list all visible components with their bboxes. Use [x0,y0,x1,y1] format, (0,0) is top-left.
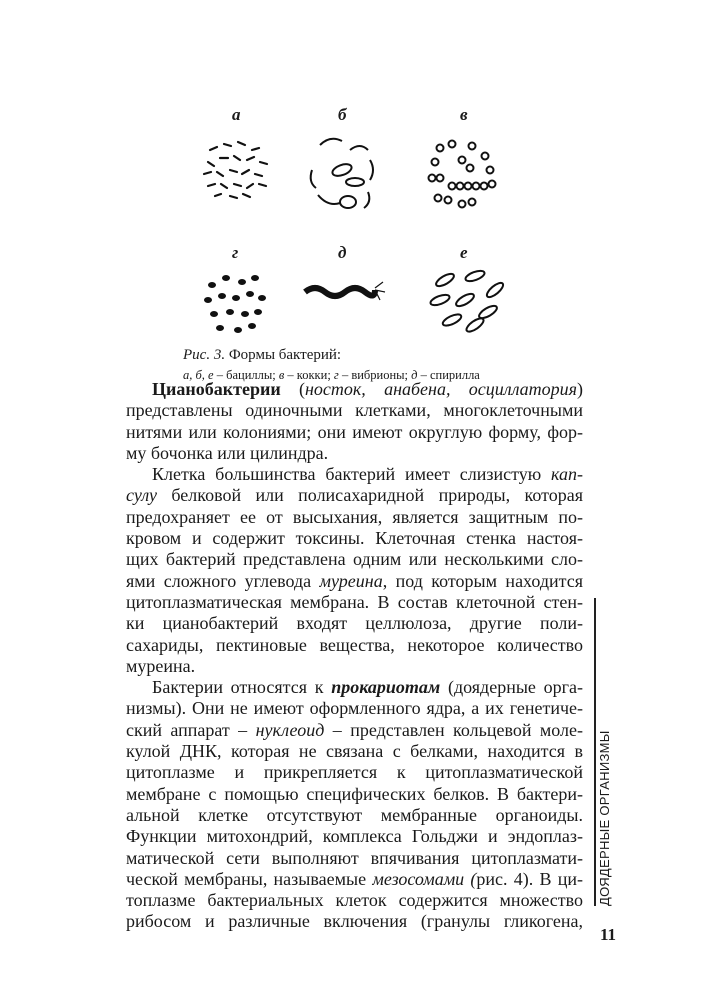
text-segment: нитями или колониями; они имеют округлую форму, фор- [126,421,583,442]
italic-term: нуклеоид [255,719,325,740]
text-segment: сахариды, пектиновые вещества, некоторое количество [126,634,583,655]
italic-term: муреина [319,570,383,591]
text-line [126,528,583,549]
text-segment: муреина. [126,655,196,676]
figure-label-g: г [232,243,239,262]
text-segment: матической сети выполняют впячивания цитоплазмати- [126,847,583,868]
text-segment: топлазме бактериальных клеток содержится множество [126,890,583,911]
vibrios-drawing [204,275,266,333]
term-emphasis: Цианобактерии [152,379,281,399]
text-segment: ) [577,379,584,399]
text-line [126,741,583,762]
bacilli-small-drawing [204,142,267,198]
text-segment: ями сложного углевода [126,570,320,591]
text-line [126,400,583,421]
figure-number: Рис. 3. [183,347,226,363]
text-segment: Функции митохондрий, комплекса Гольджи и эндоплаз- [126,826,583,847]
text-line [126,656,583,677]
italic-term: кап- [551,464,583,485]
italic-term: носток, анабена, осциллатория [304,379,578,399]
text-segment: рис. 4). В ци- [476,868,583,889]
text-line [126,869,583,890]
text-segment: – представлен кольцевой моле- [324,719,583,740]
spirillum-drawing [305,282,385,300]
text-segment: кулой ДНК, которая не связана с белками, находится в [126,741,583,762]
text-segment: альной клетке отсутствуют мембранные органоиды. [126,804,583,825]
text-line [126,805,583,826]
caption-legend-segment: – вибрионы; [338,368,412,382]
bacilli-capsule-drawing [429,269,505,334]
text-line [126,485,583,506]
text-segment: ский аппарат – [126,719,256,740]
figure-label-e: е [460,243,468,262]
text-line [126,826,583,847]
bacteria-forms-figure [190,100,530,340]
caption-legend-segment: г [333,368,339,382]
text-segment: (доядерные орга- [440,677,583,698]
text-line [126,698,583,719]
caption-legend-segment: в [278,368,285,382]
bacteria-drawings [190,100,530,340]
text-segment: Клетка большинства бактерий имеет слизистую [152,464,552,485]
text-segment: представлены одиночными клетками, многоклеточными [126,400,583,421]
term-emphasis: прокариотам [331,677,441,698]
text-segment: рибосом и различные включения (гранулы гликогена, [126,911,583,932]
figure-label-a: а [232,105,241,124]
text-segment: ( [280,379,305,399]
text-segment: ческой мембраны, называемые [126,868,373,889]
section-side-title: ДОЯДЕРНЫЕ ОРГАНИЗМЫ [597,730,612,906]
figure-title: Формы бактерий: [225,347,342,363]
page-number: 11 [600,925,617,944]
text-segment: белковой или полисахаридной природы, которая [156,485,583,506]
side-divider [594,598,596,906]
text-line [126,784,583,805]
text-line [126,635,583,656]
text-line [126,911,583,932]
figure-label-d: д [338,243,347,262]
caption-legend-segment: – кокки; [284,368,334,382]
text-line [126,677,583,698]
italic-term: сулу [126,485,157,506]
text-segment: предохраняет ее от высыхания, является защитным по- [126,506,583,527]
text-segment: Бактерии относятся к [152,677,332,698]
text-line [126,571,583,592]
text-segment: щих бактерий представлена одним или несколькими сло- [126,549,583,570]
caption-legend-segment: д [411,368,418,382]
text-line [126,613,583,634]
text-line [126,592,583,613]
figure-label-b: б [338,105,347,124]
text-segment: , под которым находится [382,570,583,591]
caption-legend-segment: – бациллы; [213,368,279,382]
text-line [126,443,583,464]
text-line [126,507,583,528]
figure-caption-title [183,347,341,364]
text-line [126,422,583,443]
caption-legend-segment: – спирилла [417,368,480,382]
text-line [126,464,583,485]
bacilli-large-drawing [311,139,373,208]
text-segment: цитоплазматическая мембрана. В состав клеточной стен- [126,591,583,612]
italic-term: мезосомами ( [372,868,477,889]
text-line [126,379,583,400]
text-line [126,848,583,869]
text-line [126,762,583,783]
figure-label-v: в [460,105,468,124]
text-line [126,720,583,741]
text-segment: мембране с помощью специфических белков. В бактери- [126,783,583,804]
cocci-drawing [429,141,496,208]
text-segment: цитоплазме и прикрепляется к цитоплазматической [126,762,583,783]
text-line [126,890,583,911]
body-text [126,379,583,933]
text-segment: низмы). Они не имеют оформленного ядра, а их генетиче- [126,698,583,719]
caption-legend-segment: а, б, е [183,368,214,382]
text-segment: му бочонка или цилиндра. [126,442,329,463]
text-segment: кровом и содержит токсины. Клеточная стенка настоя- [126,528,583,549]
text-line [126,549,583,570]
text-segment: ки цианобактерий входят целлюлоза, другие поли- [126,613,583,634]
